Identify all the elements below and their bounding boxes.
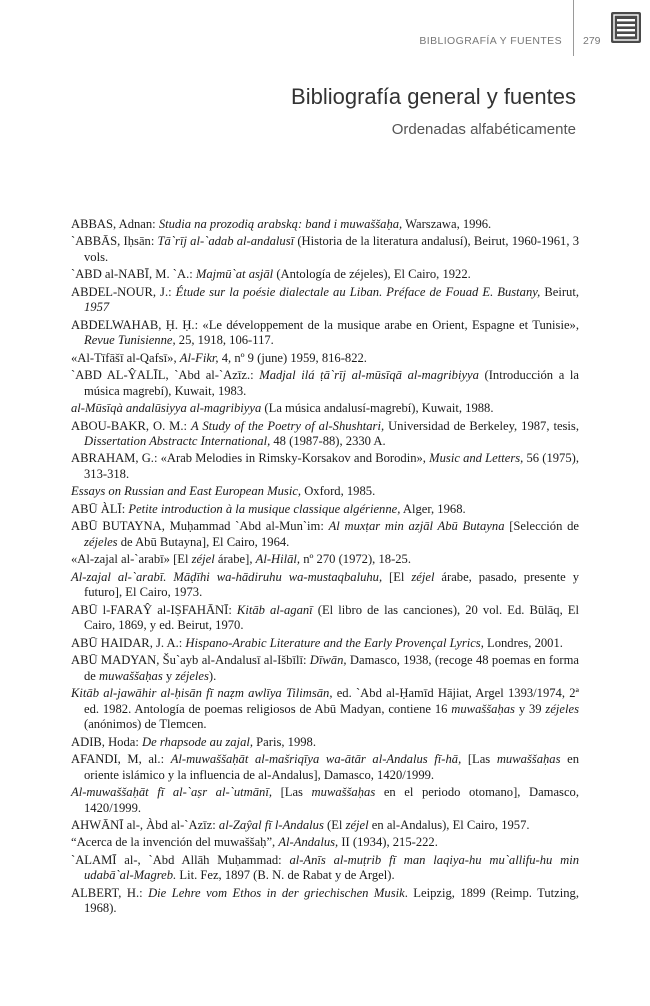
entry-italic-segment: Revue Tunisienne, <box>84 333 176 348</box>
entry-italic-segment: Tā`rīj al-`adab al-andalusī <box>157 234 295 249</box>
entry-italic-segment: Al-Hilāl, <box>255 552 301 567</box>
bibliography-entry <box>71 752 579 783</box>
page-title: Bibliografía general y fuentes <box>291 84 576 109</box>
entry-italic-segment: Kitāb al-jawāhir al-ḥisān fī naẓm awlīya Tilimsān, <box>71 685 333 700</box>
entry-italic-segment: 1957 <box>84 300 110 315</box>
page-subtitle: Ordenadas alfabéticamente <box>391 121 576 138</box>
entry-segment: de Abū Butayna], El Cairo, 1964. <box>117 534 290 549</box>
entry-italic-segment: Majmū`at asjāl <box>195 267 274 282</box>
running-head: BIBLIOGRAFÍA Y FUENTES <box>419 35 562 47</box>
entry-segment: Paris, 1998. <box>253 734 316 749</box>
entry-segment: (La música andalusí-magrebí), Kuwait, 1988. <box>261 401 494 416</box>
entry-segment: (El <box>323 817 346 832</box>
menu-icon <box>611 12 641 43</box>
entry-segment: 56 (1975), 313-318. <box>84 451 579 482</box>
entry-italic-segment: al-Mūsīqà andalūsiyya al-magribiyya <box>71 401 262 416</box>
entry-italic-segment: Hispano-Arabic Literature and the Early Provençal Lyrics, <box>185 635 484 650</box>
entry-segment: ABRAHAM, G.: «Arab Melodies in Rimsky-Korsakov and Borodin», <box>71 451 430 466</box>
bibliography-entry <box>71 818 579 834</box>
bibliography-entry <box>71 636 579 652</box>
entry-italic-segment: muwaššaḥas <box>311 784 376 799</box>
bibliography-entry <box>71 835 579 851</box>
entry-segment: [Las <box>272 784 312 799</box>
entry-segment: (El libro de las canciones), 20 vol. Ed. Būlāq, El Cairo, 1869, y ed. Beirut, 1970. <box>84 602 579 633</box>
entry-segment: ABŪ l-FARAŶ al-IṢFAHĀNĪ: <box>71 602 237 617</box>
entry-segment: 48 (1987-88), 2330 A. <box>270 434 386 449</box>
bibliography-entry <box>71 368 579 399</box>
entry-italic-segment: zéjeles <box>84 534 118 549</box>
bibliography-entry <box>71 401 579 417</box>
entry-segment: nº 270 (1972), 18-25. <box>300 552 412 567</box>
entry-segment: en oriente islámico y la influencia de al-Andalus], Damasco, 1420/1999. <box>84 751 579 782</box>
entry-segment: ABOU-BAKR, O. M.: <box>71 418 191 433</box>
entry-italic-segment: zéjeles <box>175 668 209 683</box>
bibliography-entry <box>71 653 579 684</box>
entry-segment: ). <box>208 668 217 683</box>
entry-segment: AHWĀNĪ al-, Àbd al-`Azīz: <box>71 817 219 832</box>
entry-segment: Lit. Fez, 1897 (B. N. de Rabat y de Argel). <box>176 868 395 883</box>
entry-segment: [El <box>382 569 412 584</box>
bibliography-entry <box>71 502 579 518</box>
entry-segment: (Introducción a la música magrebí), Kuwait, 1983. <box>84 368 579 398</box>
entry-segment: Beirut, <box>540 284 579 299</box>
entry-segment: «Al-zajal al-`arabī» [El <box>71 552 192 567</box>
bibliography-entry <box>71 351 579 367</box>
entry-segment: Alger, 1968. <box>400 501 466 516</box>
entry-segment: (anónimos) de Tlemcen. <box>84 717 207 732</box>
entry-segment: 4, nº 9 (june) 1959, 816-822. <box>218 350 367 365</box>
entry-italic-segment: Étude sur la poésie dialectale au Liban. Préface de Fouad E. Bustany, <box>175 284 541 299</box>
entry-segment: Oxford, 1985. <box>301 484 376 499</box>
entry-segment: ALBERT, H.: <box>71 885 149 900</box>
bibliography-entry <box>71 886 579 917</box>
entry-segment: `ABD AL-ŶALĪL, `Abd al-`Azīz.: <box>71 368 260 383</box>
entry-italic-segment: Studia na prozodią arabską: band i muwaššaḥa, <box>158 217 403 231</box>
entry-italic-segment: muwaššaḥas <box>99 668 163 683</box>
entry-italic-segment: muwaššaḥas <box>451 701 515 716</box>
bibliography-entry <box>71 519 579 550</box>
entry-segment: Damasco, 1938, (recoge 48 poemas en forma de <box>84 652 579 683</box>
entry-segment: árabe], <box>214 552 256 567</box>
bibliography-entry <box>71 285 579 316</box>
entry-segment: “Acerca de la invención del muwaššaḥ”, <box>71 835 279 850</box>
bibliography-entry <box>71 419 579 450</box>
entry-segment: (Historia de la literatura andalusí), Beirut, 1960-1961, 3 vols. <box>84 234 579 264</box>
entry-italic-segment: Petite introduction à la musique classique algérienne, <box>128 501 401 516</box>
bibliography-list <box>71 217 579 919</box>
entry-segment: Warszawa, 1996. <box>402 217 492 231</box>
entry-italic-segment: Kitāb al-aganī <box>236 602 313 617</box>
entry-segment: ABŪ ÀLĪ: <box>71 501 129 516</box>
bibliography-entry <box>71 853 579 884</box>
bibliography-entry <box>71 552 579 568</box>
entry-segment: ABBAS, Adnan: <box>71 217 159 231</box>
entry-segment: . Leipzig, 1899 (Reimp. Tutzing, 1968). <box>84 885 579 916</box>
entry-segment: `ABBĀS, Iḥsān: <box>71 234 158 249</box>
entry-italic-segment: De rhapsode au zajal, <box>142 734 254 749</box>
entry-segment: en el periodo otomano], Damasco, 1420/1999. <box>84 784 579 815</box>
bibliography-entry <box>71 686 579 733</box>
entry-segment: ABDEL-NOUR, J.: <box>71 284 176 299</box>
entry-segment: (Antología de zéjeles), El Cairo, 1922. <box>273 267 471 282</box>
entry-segment: `ABD al-NABĪ, M. `A.: <box>71 267 196 282</box>
entry-italic-segment: Al-zajal al-`arabī. Māḍīhi wa-hādiruhu wa-mustaqbaluhu, <box>71 569 383 584</box>
entry-segment: árabe, pasado, presente y futuro], El Cairo, 1973. <box>84 569 579 600</box>
bibliography-entry <box>71 318 579 349</box>
page-number: 279 <box>583 35 601 47</box>
entry-italic-segment: Dissertation Abstractc International, <box>84 434 271 449</box>
entry-italic-segment: Al-muwaššaḥāt fī al-`aṣr al-`utmānī, <box>71 784 272 799</box>
entry-segment: ABŪ MADYAN, Šu`ayb al-Andalusī al-Išbīlī: <box>71 652 310 667</box>
entry-italic-segment: Music and Letters, <box>429 451 524 466</box>
entry-segment: II (1934), 215-222. <box>338 835 438 850</box>
entry-italic-segment: Dīwān, <box>309 652 347 667</box>
entry-segment: Universidad de Berkeley, 1987, tesis, <box>384 418 579 433</box>
entry-segment: 25, 1918, 106-117. <box>175 333 274 348</box>
entry-italic-segment: zéjel <box>345 817 369 832</box>
header-divider <box>573 0 574 56</box>
entry-segment: `ALAMĪ al-, `Abd Allāh Muḥammad: <box>71 852 290 867</box>
entry-segment: ABŪ BUTAYNA, Muḥammad `Abd al-Mun`im: <box>71 519 329 534</box>
entry-italic-segment: A Study of the Poetry of al-Shushtari, <box>190 418 385 433</box>
entry-italic-segment: Al muxṭar min azjāl Abū Butayna <box>328 519 505 534</box>
entry-segment: ADIB, Hoda: <box>71 734 143 749</box>
bibliography-entry <box>71 217 579 233</box>
bibliography-entry <box>71 451 579 482</box>
entry-italic-segment: zéjel <box>191 552 215 567</box>
entry-italic-segment: Madjal ilá ṭā`rīj al-mūsīqā al-magribiyya <box>259 368 479 383</box>
entry-italic-segment: zéjel <box>411 569 435 584</box>
entry-segment: «Al-Tīfāšī al-Qafsī», <box>71 350 180 365</box>
entry-segment: [Selección de <box>504 519 579 534</box>
bibliography-entry <box>71 234 579 265</box>
bibliography-entry <box>71 570 579 601</box>
menu-button[interactable] <box>611 12 641 43</box>
entry-segment: [Las <box>461 751 497 766</box>
entry-italic-segment: zéjeles <box>545 701 579 716</box>
bibliography-entry <box>71 484 579 500</box>
entry-italic-segment: Al-Fikr, <box>179 350 219 365</box>
entry-italic-segment: al-Zaŷal fī l-Andalus <box>218 817 324 832</box>
bibliography-entry <box>71 785 579 816</box>
entry-segment: en al-Andalus), El Cairo, 1957. <box>368 817 530 832</box>
bibliography-entry <box>71 735 579 751</box>
entry-segment: y <box>162 668 176 683</box>
entry-segment: ed. `Abd al-Ḥamīd Hājiat, Argel 1393/1974, 2ª ed. 1982. Antología de poemas religiosos de Abū Madyan, contiene 16 <box>84 685 579 716</box>
entry-segment: y 39 <box>514 701 546 716</box>
entry-segment: ABŪ HAIDAR, J. A.: <box>71 635 186 650</box>
entry-segment: ABDELWAHAB, Ḥ. Ḥ.: «Le développement de la musique arabe en Orient, Espagne et Tunisie», <box>71 317 579 332</box>
bibliography-entry <box>71 267 579 283</box>
entry-italic-segment: Die Lehre vom Ethos in der griechischen Musik <box>148 885 405 900</box>
entry-italic-segment: muwaššaḥas <box>496 751 561 766</box>
entry-italic-segment: Essays on Russian and East European Music, <box>71 484 302 499</box>
entry-italic-segment: al-Anīs al-muṭrib fī man laqiya-hu mu`allifu-hu min udabā`al-Magreb. <box>84 852 580 883</box>
bibliography-entry <box>71 603 579 634</box>
entry-italic-segment: Al-Andalus, <box>278 835 339 850</box>
entry-segment: AFANDI, M, al.: <box>71 751 171 766</box>
entry-segment: Londres, 2001. <box>483 635 563 650</box>
entry-italic-segment: Al-muwaššaḥāt al-mašriqīya wa-ātār al-Andalus fī-hā, <box>170 751 462 766</box>
